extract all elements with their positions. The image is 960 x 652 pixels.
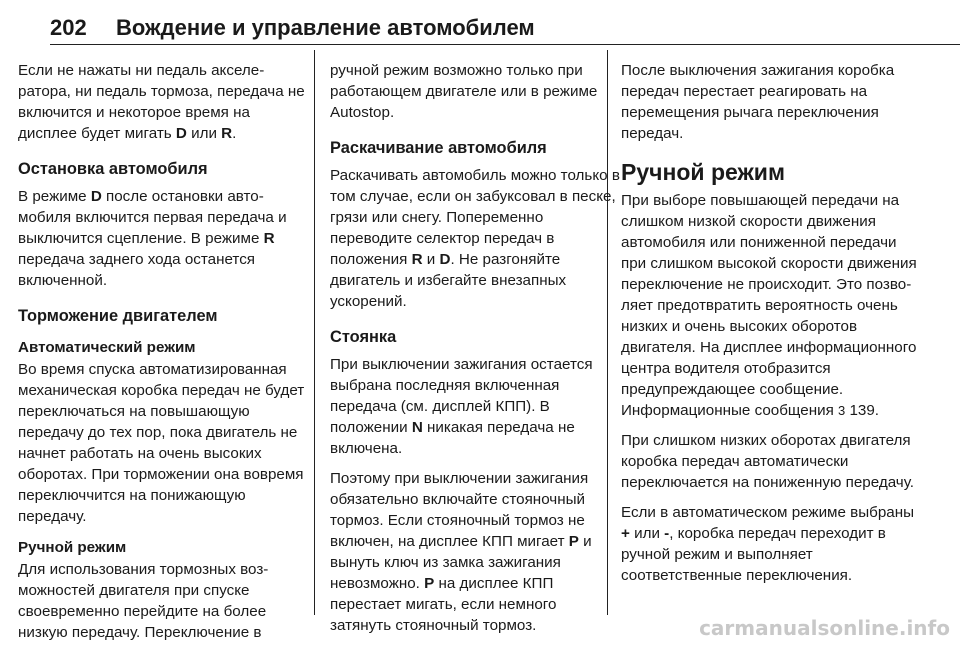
- column-divider-1: [314, 50, 315, 615]
- heading-rocking: Раскачивание автомобиля: [330, 139, 547, 157]
- column-2: [330, 60, 620, 645]
- paragraph-parking-2: Поэтому при выключении зажигания обязательно включайте стояночный тормоз. Если стояночный тормоз не включен, на дисплее КПП мигает P и вынуть ключ из замка зажигания невозможно. P на дисплее КПП перестает мигать, если немного затянуть стояночный тормоз.: [330, 470, 592, 634]
- heading-stop: Остановка автомобиля: [18, 160, 208, 178]
- paragraph-rocking: Раскачивать автомобиль можно только в том случае, если он забуксовал в песке, грязи или снегу. Попеременно переводите селектор передач в положения R и D. Не разгоняйте двигатель и избегайте внезапных ускорений.: [330, 167, 620, 310]
- page-reference: 139.: [845, 402, 880, 419]
- column-3: [621, 60, 917, 595]
- paragraph-auto: Во время спуска автоматизированная механическая коробка передач не будет переключаться на повышающую передачу до тех пор, пока двигатель не начнет работать на очень высоких оборотах. При торможении она вовремя переключчится на понижающую передачу.: [18, 361, 305, 525]
- page-reference-icon: 3: [838, 403, 846, 418]
- heading-engine-brake: Торможение двигателем: [18, 307, 218, 325]
- subheading-auto: Автоматический режим: [18, 339, 196, 356]
- column-1: [18, 60, 308, 652]
- watermark: carmanualsonline.info: [699, 616, 950, 640]
- page-header: [0, 0, 960, 50]
- paragraph-stop: В режиме D после остановки автомобиля включится первая передача и выключится сцепление. В режиме R передача заднего хода останется включенной.: [18, 188, 287, 289]
- paragraph-ignition-off: После выключения зажигания коробка передач перестает реагировать на перемещения рычага переключения передач.: [621, 62, 895, 142]
- header-rule: [50, 44, 960, 45]
- page-number: 202: [50, 15, 87, 40]
- paragraph-low-rpm: При слишком низких оборотах двигателя коробка передач автоматически переключается на пониженную передачу.: [621, 432, 915, 491]
- paragraph-manual: Для использования тормозных возможностей двигателя при спуске своевременно перейдите на более низкую передачу. Переключение в: [18, 561, 269, 641]
- paragraph-parking-1: При выключении зажигания остается выбрана последняя включенная передача (см. дисплей КПП). В положении N никакая передача не включена.: [330, 356, 593, 457]
- page-title: Вождение и управление автомобилем: [116, 15, 535, 40]
- paragraph-manual-mode: При выборе повышающей передачи на слишком низкой скорости движения автомобиля или пониженной передачи при слишком высокой скорости движения переключение не происходит. Это позволяет предотвратить вероятность очень низких и очень высоких оборотов двигателя. На дисплее информационного центра водителя отобразится предупреждающее сообщение. Информационные сообщения 3 139.: [621, 192, 917, 419]
- heading-manual-mode: Ручной режим: [621, 159, 785, 185]
- heading-parking: Стоянка: [330, 328, 397, 346]
- subheading-manual: Ручной режим: [18, 539, 127, 556]
- paragraph-manual-cont: ручной режим возможно только при работающем двигателе или в режиме Autostop.: [330, 62, 598, 121]
- paragraph-auto-select: Если в автоматическом режиме выбраны + или -, коробка передач переходит в ручной режим и выполняет соответственные переключения.: [621, 504, 915, 584]
- paragraph-keep-pedals: Если не нажаты ни педаль акселератора, ни педаль тормоза, передача не включится и некоторое время на дисплее будет мигать D или R.: [18, 62, 305, 142]
